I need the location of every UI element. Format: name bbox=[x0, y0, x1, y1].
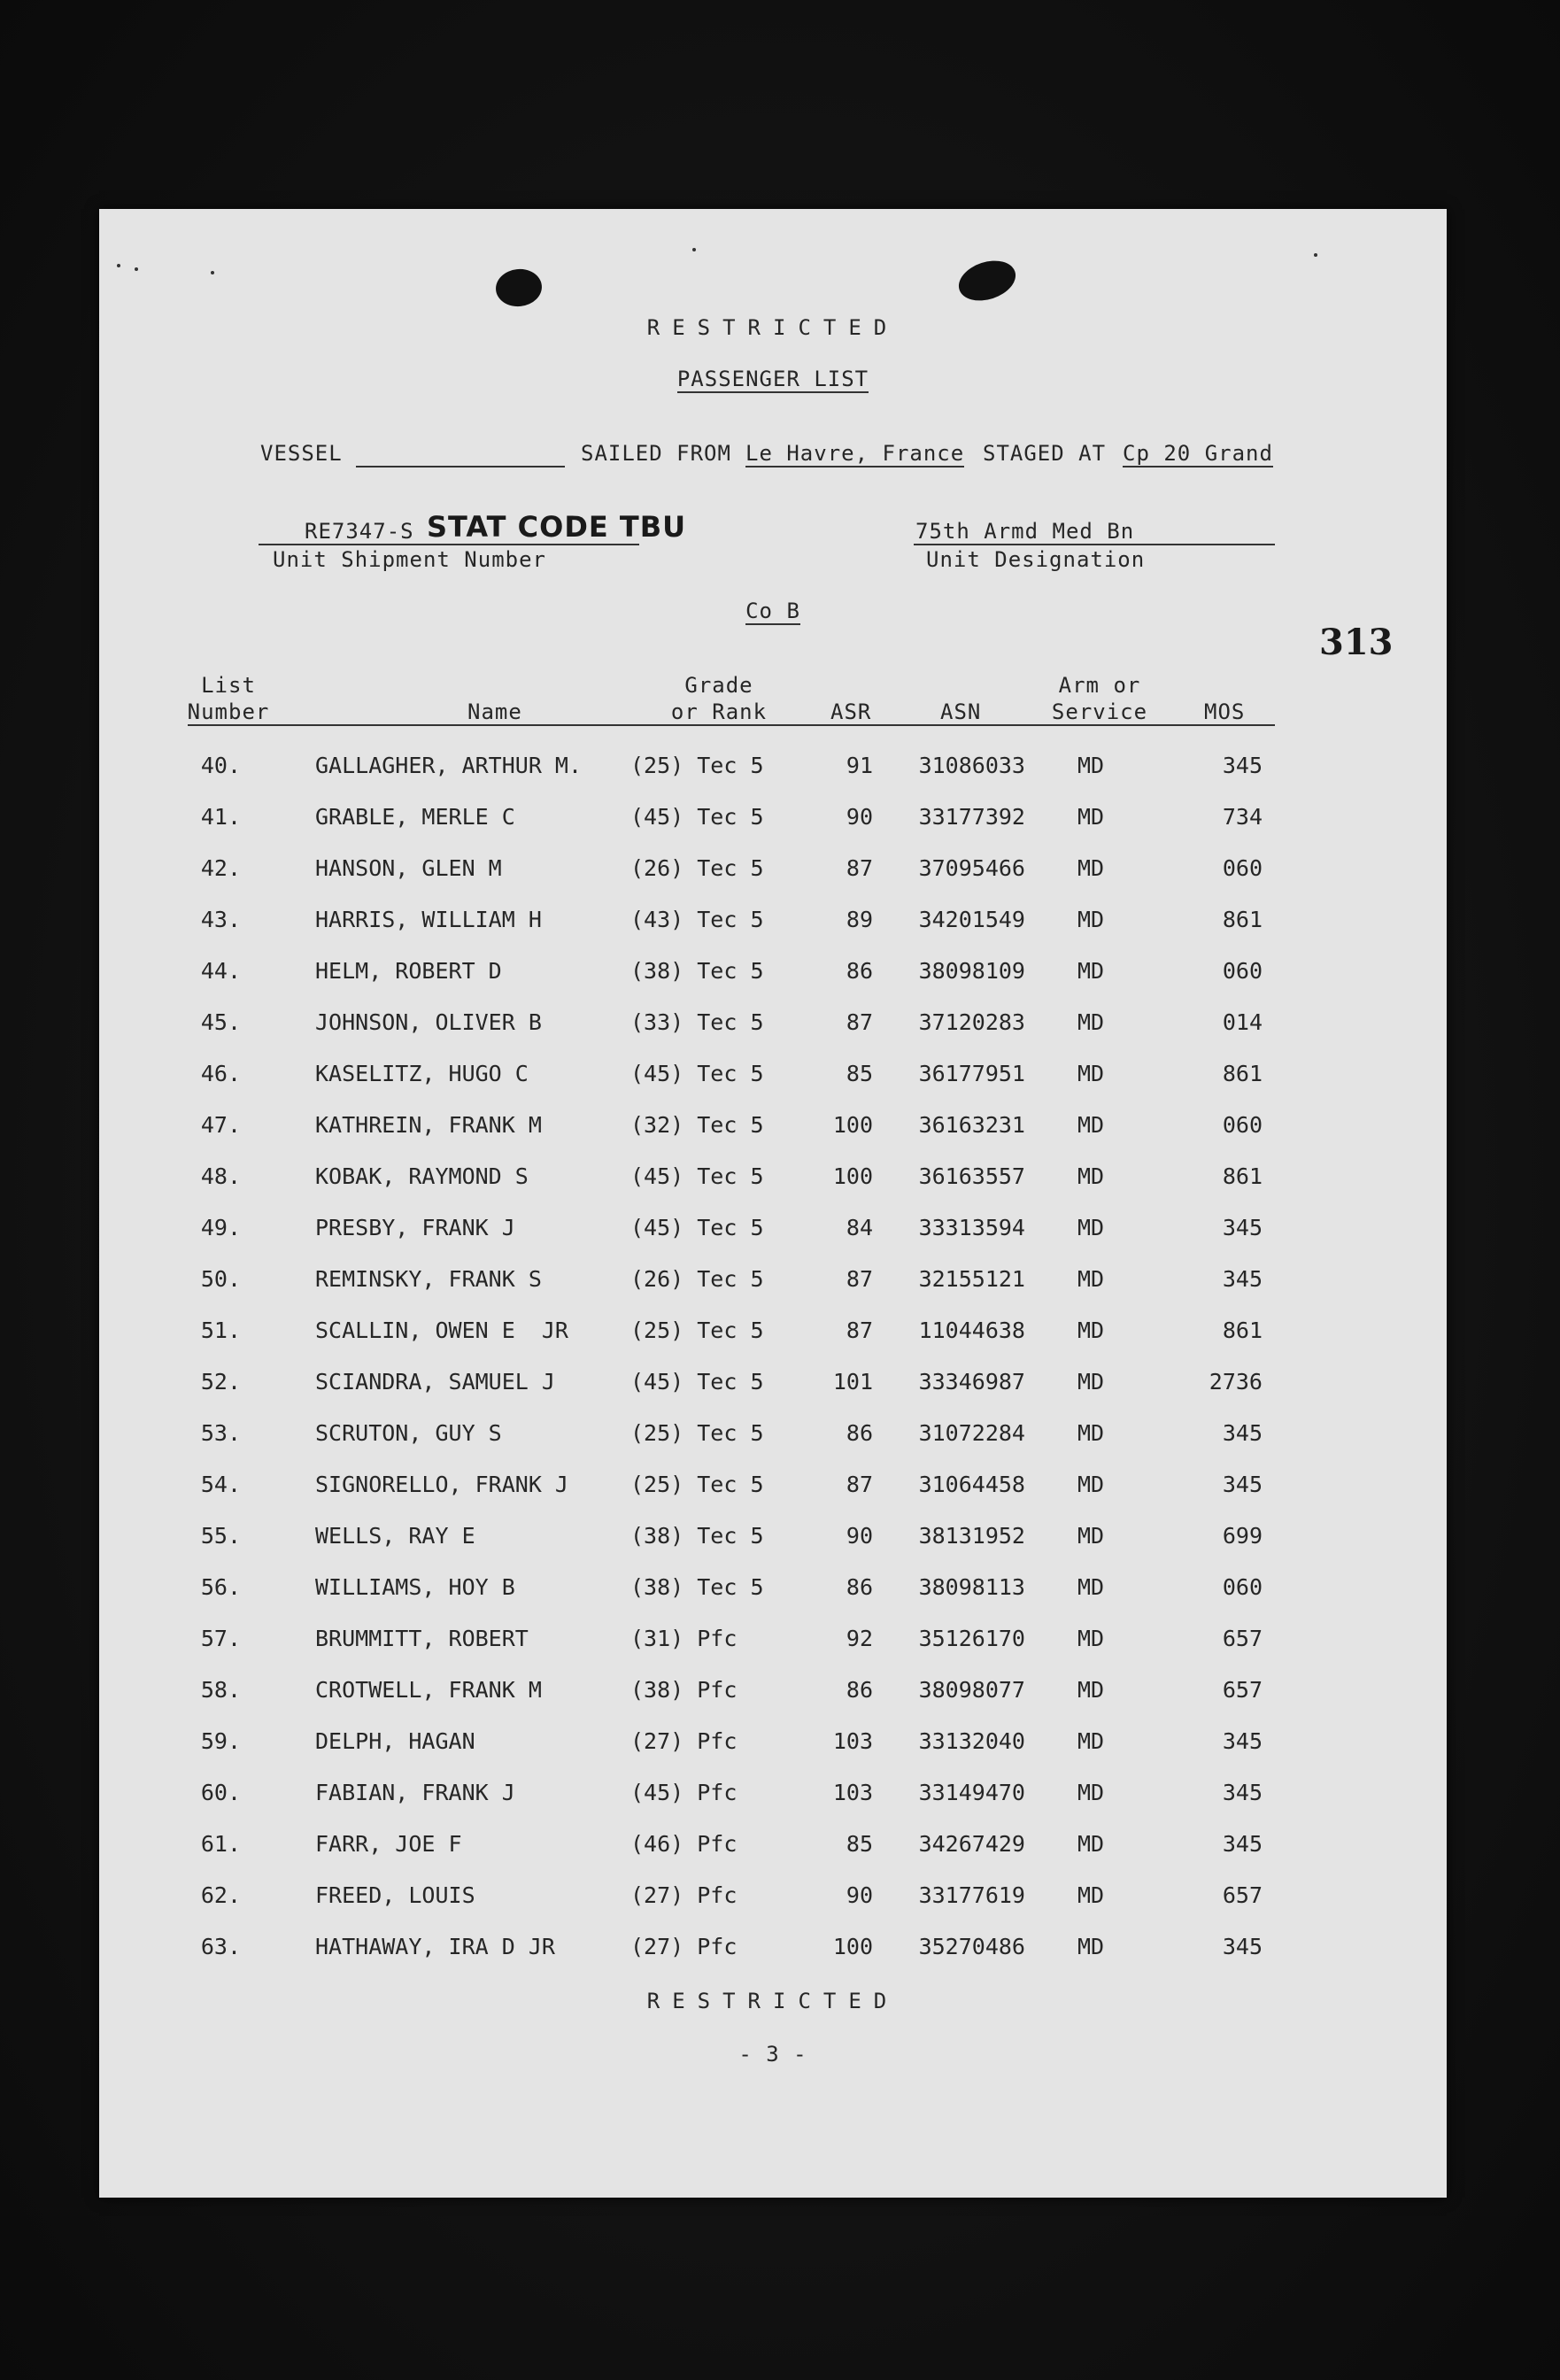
punch-hole-left bbox=[494, 267, 544, 308]
grade-rank: (27) Pfc bbox=[630, 1882, 738, 1908]
mos-value: 345 bbox=[1222, 1934, 1263, 1959]
asn-value: 38098077 bbox=[918, 1677, 1025, 1703]
passenger-name: HELM, ROBERT D bbox=[315, 958, 502, 984]
arm-service: MD bbox=[1077, 1831, 1105, 1857]
table-row bbox=[99, 1215, 1447, 1250]
grade-rank: (38) Pfc bbox=[630, 1677, 738, 1703]
list-number: 53. bbox=[200, 1420, 241, 1446]
asr-value: 103 bbox=[832, 1728, 873, 1754]
arm-service: MD bbox=[1077, 1882, 1105, 1908]
asr-value: 100 bbox=[832, 1112, 873, 1138]
header-underline bbox=[188, 724, 1275, 726]
asn-value: 31064458 bbox=[918, 1472, 1025, 1497]
asr-value: 92 bbox=[846, 1626, 873, 1651]
unit-shipment-label: Unit Shipment Number bbox=[273, 547, 546, 572]
asr-value: 100 bbox=[832, 1163, 873, 1189]
grade-rank: (31) Pfc bbox=[630, 1626, 738, 1651]
table-row bbox=[99, 1163, 1447, 1199]
scan-speck bbox=[692, 248, 696, 251]
asr-value: 91 bbox=[846, 753, 873, 778]
list-number: 41. bbox=[200, 804, 241, 830]
table-row bbox=[99, 753, 1447, 788]
list-number: 52. bbox=[200, 1369, 241, 1395]
grade-rank: (45) Tec 5 bbox=[630, 1215, 764, 1240]
arm-service: MD bbox=[1077, 1934, 1105, 1959]
grade-rank: (25) Tec 5 bbox=[630, 1472, 764, 1497]
table-row bbox=[99, 1728, 1447, 1764]
grade-rank: (46) Pfc bbox=[630, 1831, 738, 1857]
unit-designation-value: 75th Armd Med Bn bbox=[915, 519, 1135, 544]
list-number: 57. bbox=[200, 1626, 241, 1651]
arm-service: MD bbox=[1077, 1780, 1105, 1805]
grade-rank: (32) Tec 5 bbox=[630, 1112, 764, 1138]
col-header-name: Name bbox=[467, 699, 522, 724]
mos-value: 345 bbox=[1222, 1472, 1263, 1497]
list-number: 50. bbox=[200, 1266, 241, 1292]
asn-value: 38098113 bbox=[918, 1574, 1025, 1600]
col-header-number: Number bbox=[187, 699, 270, 724]
list-number: 61. bbox=[200, 1831, 241, 1857]
list-number: 63. bbox=[200, 1934, 241, 1959]
company-text: Co B bbox=[745, 599, 800, 623]
grade-rank: (25) Tec 5 bbox=[630, 1420, 764, 1446]
asn-value: 34267429 bbox=[918, 1831, 1025, 1857]
asr-value: 87 bbox=[846, 855, 873, 881]
grade-rank: (26) Tec 5 bbox=[630, 1266, 764, 1292]
grade-rank: (38) Tec 5 bbox=[630, 1523, 764, 1549]
passenger-name: GRABLE, MERLE C bbox=[315, 804, 515, 830]
table-row bbox=[99, 1574, 1447, 1610]
passenger-name: PRESBY, FRANK J bbox=[315, 1215, 515, 1240]
col-header-or-rank: or Rank bbox=[670, 699, 768, 724]
list-number: 60. bbox=[200, 1780, 241, 1805]
asn-value: 37120283 bbox=[918, 1009, 1025, 1035]
page-number: - 3 - bbox=[738, 2042, 807, 2067]
arm-service: MD bbox=[1077, 753, 1105, 778]
asr-value: 90 bbox=[846, 804, 873, 830]
mos-value: 060 bbox=[1222, 855, 1263, 881]
sailed-from-value: Le Havre, France bbox=[745, 441, 965, 466]
asn-value: 33177619 bbox=[918, 1882, 1025, 1908]
asr-value: 85 bbox=[846, 1831, 873, 1857]
arm-service: MD bbox=[1077, 1009, 1105, 1035]
asr-value: 90 bbox=[846, 1882, 873, 1908]
asr-value: 90 bbox=[846, 1523, 873, 1549]
mos-value: 861 bbox=[1222, 1163, 1263, 1189]
arm-service: MD bbox=[1077, 1318, 1105, 1343]
page-title-text: PASSENGER LIST bbox=[676, 367, 869, 391]
mos-value: 861 bbox=[1222, 907, 1263, 932]
grade-rank: (38) Tec 5 bbox=[630, 1574, 764, 1600]
passenger-name: JOHNSON, OLIVER B bbox=[315, 1009, 542, 1035]
mos-value: 699 bbox=[1222, 1523, 1263, 1549]
list-number: 59. bbox=[200, 1728, 241, 1754]
scan-speck bbox=[211, 271, 214, 274]
restricted-header: RESTRICTED bbox=[646, 315, 900, 340]
staged-at-label: STAGED AT bbox=[983, 441, 1107, 466]
list-number: 56. bbox=[200, 1574, 241, 1600]
arm-service: MD bbox=[1077, 1574, 1105, 1600]
passenger-name: CROTWELL, FRANK M bbox=[315, 1677, 542, 1703]
mos-value: 734 bbox=[1222, 804, 1263, 830]
arm-service: MD bbox=[1077, 1728, 1105, 1754]
mos-value: 345 bbox=[1222, 1420, 1263, 1446]
passenger-name: KATHREIN, FRANK M bbox=[315, 1112, 542, 1138]
mos-value: 861 bbox=[1222, 1061, 1263, 1086]
mos-value: 060 bbox=[1222, 958, 1263, 984]
arm-service: MD bbox=[1077, 907, 1105, 932]
table-row bbox=[99, 1369, 1447, 1404]
table-row bbox=[99, 1009, 1447, 1045]
arm-service: MD bbox=[1077, 1266, 1105, 1292]
asn-value: 33149470 bbox=[918, 1780, 1025, 1805]
table-row bbox=[99, 1677, 1447, 1712]
passenger-list-page bbox=[99, 209, 1447, 2198]
col-header-service: Service bbox=[1051, 699, 1148, 724]
grade-rank: (45) Tec 5 bbox=[630, 1163, 764, 1189]
col-header-mos: MOS bbox=[1204, 699, 1246, 724]
mos-value: 060 bbox=[1222, 1112, 1263, 1138]
table-row bbox=[99, 1831, 1447, 1866]
list-number: 49. bbox=[200, 1215, 241, 1240]
mos-value: 345 bbox=[1222, 753, 1263, 778]
passenger-name: HATHAWAY, IRA D JR bbox=[315, 1934, 555, 1959]
asr-value: 87 bbox=[846, 1472, 873, 1497]
passenger-name: SCIANDRA, SAMUEL J bbox=[315, 1369, 555, 1395]
vessel-label: VESSEL bbox=[260, 441, 343, 466]
asr-value: 87 bbox=[846, 1318, 873, 1343]
company bbox=[99, 599, 1447, 623]
list-number: 42. bbox=[200, 855, 241, 881]
passenger-name: FREED, LOUIS bbox=[315, 1882, 475, 1908]
grade-rank: (25) Tec 5 bbox=[630, 1318, 764, 1343]
mos-value: 861 bbox=[1222, 1318, 1263, 1343]
list-number: 40. bbox=[200, 753, 241, 778]
grade-rank: (38) Tec 5 bbox=[630, 958, 764, 984]
asn-value: 35270486 bbox=[918, 1934, 1025, 1959]
scan-speck bbox=[135, 267, 138, 271]
mos-value: 657 bbox=[1222, 1677, 1263, 1703]
arm-service: MD bbox=[1077, 1215, 1105, 1240]
table-row bbox=[99, 1882, 1447, 1918]
stat-code-stamp: STAT CODE TBU bbox=[427, 510, 687, 544]
unit-designation-line bbox=[914, 544, 1275, 545]
list-number: 51. bbox=[200, 1318, 241, 1343]
table-row bbox=[99, 907, 1447, 942]
arm-service: MD bbox=[1077, 1163, 1105, 1189]
asn-value: 36163557 bbox=[918, 1163, 1025, 1189]
grade-rank: (27) Pfc bbox=[630, 1728, 738, 1754]
sailed-from-label: SAILED FROM bbox=[581, 441, 731, 466]
asn-value: 33313594 bbox=[918, 1215, 1025, 1240]
asn-value: 11044638 bbox=[918, 1318, 1025, 1343]
passenger-name: BRUMMITT, ROBERT bbox=[315, 1626, 529, 1651]
arm-service: MD bbox=[1077, 855, 1105, 881]
grade-rank: (45) Pfc bbox=[630, 1780, 738, 1805]
arm-service: MD bbox=[1077, 1626, 1105, 1651]
passenger-name: HANSON, GLEN M bbox=[315, 855, 502, 881]
passenger-name: SIGNORELLO, FRANK J bbox=[315, 1472, 568, 1497]
arm-service: MD bbox=[1077, 1523, 1105, 1549]
grade-rank: (27) Pfc bbox=[630, 1934, 738, 1959]
arm-service: MD bbox=[1077, 1061, 1105, 1086]
col-header-list: List bbox=[201, 673, 256, 698]
asn-value: 37095466 bbox=[918, 855, 1025, 881]
asn-value: 38131952 bbox=[918, 1523, 1025, 1549]
unit-shipment-line bbox=[259, 544, 639, 545]
passenger-name: WELLS, RAY E bbox=[315, 1523, 475, 1549]
mos-value: 014 bbox=[1222, 1009, 1263, 1035]
asr-value: 86 bbox=[846, 1677, 873, 1703]
punch-hole-right bbox=[954, 254, 1021, 307]
passenger-name: GALLAGHER, ARTHUR M. bbox=[315, 753, 583, 778]
passenger-name: FARR, JOE F bbox=[315, 1831, 462, 1857]
table-row bbox=[99, 855, 1447, 891]
list-number: 48. bbox=[200, 1163, 241, 1189]
passenger-name: REMINSKY, FRANK S bbox=[315, 1266, 542, 1292]
table-row bbox=[99, 1626, 1447, 1661]
col-header-asn: ASN bbox=[940, 699, 982, 724]
arm-service: MD bbox=[1077, 1369, 1105, 1395]
asn-value: 35126170 bbox=[918, 1626, 1025, 1651]
table-row bbox=[99, 804, 1447, 839]
grade-rank: (45) Tec 5 bbox=[630, 1369, 764, 1395]
arm-service: MD bbox=[1077, 1677, 1105, 1703]
asn-value: 36163231 bbox=[918, 1112, 1025, 1138]
asn-value: 32155121 bbox=[918, 1266, 1025, 1292]
mos-value: 345 bbox=[1222, 1266, 1263, 1292]
mos-value: 345 bbox=[1222, 1780, 1263, 1805]
arm-service: MD bbox=[1077, 804, 1105, 830]
grade-rank: (43) Tec 5 bbox=[630, 907, 764, 932]
grade-rank: (26) Tec 5 bbox=[630, 855, 764, 881]
mos-value: 060 bbox=[1222, 1574, 1263, 1600]
asn-value: 34201549 bbox=[918, 907, 1025, 932]
list-number: 47. bbox=[200, 1112, 241, 1138]
asr-value: 86 bbox=[846, 1420, 873, 1446]
table-row bbox=[99, 1420, 1447, 1456]
list-number: 55. bbox=[200, 1523, 241, 1549]
mos-value: 657 bbox=[1222, 1882, 1263, 1908]
vessel-blank-line bbox=[356, 466, 565, 468]
grade-rank: (45) Tec 5 bbox=[630, 804, 764, 830]
col-header-arm-or: Arm or bbox=[1058, 673, 1141, 698]
unit-designation-label: Unit Designation bbox=[926, 547, 1146, 572]
table-row bbox=[99, 958, 1447, 993]
list-number: 62. bbox=[200, 1882, 241, 1908]
col-header-grade: Grade bbox=[684, 673, 753, 698]
asr-value: 86 bbox=[846, 958, 873, 984]
arm-service: MD bbox=[1077, 1420, 1105, 1446]
asn-value: 31072284 bbox=[918, 1420, 1025, 1446]
asr-value: 87 bbox=[846, 1266, 873, 1292]
grade-rank: (45) Tec 5 bbox=[630, 1061, 764, 1086]
passenger-name: FABIAN, FRANK J bbox=[315, 1780, 515, 1805]
asn-value: 33177392 bbox=[918, 804, 1025, 830]
asr-value: 89 bbox=[846, 907, 873, 932]
table-row bbox=[99, 1472, 1447, 1507]
asn-value: 36177951 bbox=[918, 1061, 1025, 1086]
mos-value: 345 bbox=[1222, 1831, 1263, 1857]
asr-value: 101 bbox=[832, 1369, 873, 1395]
passenger-name: WILLIAMS, HOY B bbox=[315, 1574, 515, 1600]
mos-value: 345 bbox=[1222, 1215, 1263, 1240]
table-row bbox=[99, 1780, 1447, 1815]
asr-value: 84 bbox=[846, 1215, 873, 1240]
table-row bbox=[99, 1112, 1447, 1148]
asr-value: 85 bbox=[846, 1061, 873, 1086]
arm-service: MD bbox=[1077, 958, 1105, 984]
mos-value: 2736 bbox=[1209, 1369, 1263, 1395]
arm-service: MD bbox=[1077, 1112, 1105, 1138]
asn-value: 38098109 bbox=[918, 958, 1025, 984]
scan-speck bbox=[117, 264, 120, 267]
asr-value: 86 bbox=[846, 1574, 873, 1600]
grade-rank: (33) Tec 5 bbox=[630, 1009, 764, 1035]
passenger-name: KOBAK, RAYMOND S bbox=[315, 1163, 529, 1189]
table-row bbox=[99, 1318, 1447, 1353]
list-number: 58. bbox=[200, 1677, 241, 1703]
restricted-footer: RESTRICTED bbox=[646, 1989, 900, 2013]
asn-value: 31086033 bbox=[918, 753, 1025, 778]
arm-service: MD bbox=[1077, 1472, 1105, 1497]
asn-value: 33346987 bbox=[918, 1369, 1025, 1395]
unit-shipment-number: RE7347-S bbox=[305, 519, 414, 544]
list-number: 46. bbox=[200, 1061, 241, 1086]
scan-speck bbox=[1314, 253, 1317, 257]
list-number: 45. bbox=[200, 1009, 241, 1035]
page-title bbox=[99, 367, 1447, 391]
table-row bbox=[99, 1523, 1447, 1558]
passenger-name: HARRIS, WILLIAM H bbox=[315, 907, 542, 932]
asn-value: 33132040 bbox=[918, 1728, 1025, 1754]
table-row bbox=[99, 1934, 1447, 1969]
passenger-name: DELPH, HAGAN bbox=[315, 1728, 475, 1754]
mos-value: 657 bbox=[1222, 1626, 1263, 1651]
passenger-name: SCALLIN, OWEN E JR bbox=[315, 1318, 568, 1343]
asr-value: 103 bbox=[832, 1780, 873, 1805]
asr-value: 87 bbox=[846, 1009, 873, 1035]
col-header-asr: ASR bbox=[830, 699, 872, 724]
list-number: 43. bbox=[200, 907, 241, 932]
grade-rank: (25) Tec 5 bbox=[630, 753, 764, 778]
passenger-name: SCRUTON, GUY S bbox=[315, 1420, 502, 1446]
passenger-name: KASELITZ, HUGO C bbox=[315, 1061, 529, 1086]
table-row bbox=[99, 1266, 1447, 1302]
staged-at-value: Cp 20 Grand bbox=[1123, 441, 1273, 466]
asr-value: 100 bbox=[832, 1934, 873, 1959]
table-row bbox=[99, 1061, 1447, 1096]
list-number: 54. bbox=[200, 1472, 241, 1497]
list-number: 44. bbox=[200, 958, 241, 984]
page-stamp-number: 313 bbox=[1319, 622, 1394, 663]
mos-value: 345 bbox=[1222, 1728, 1263, 1754]
